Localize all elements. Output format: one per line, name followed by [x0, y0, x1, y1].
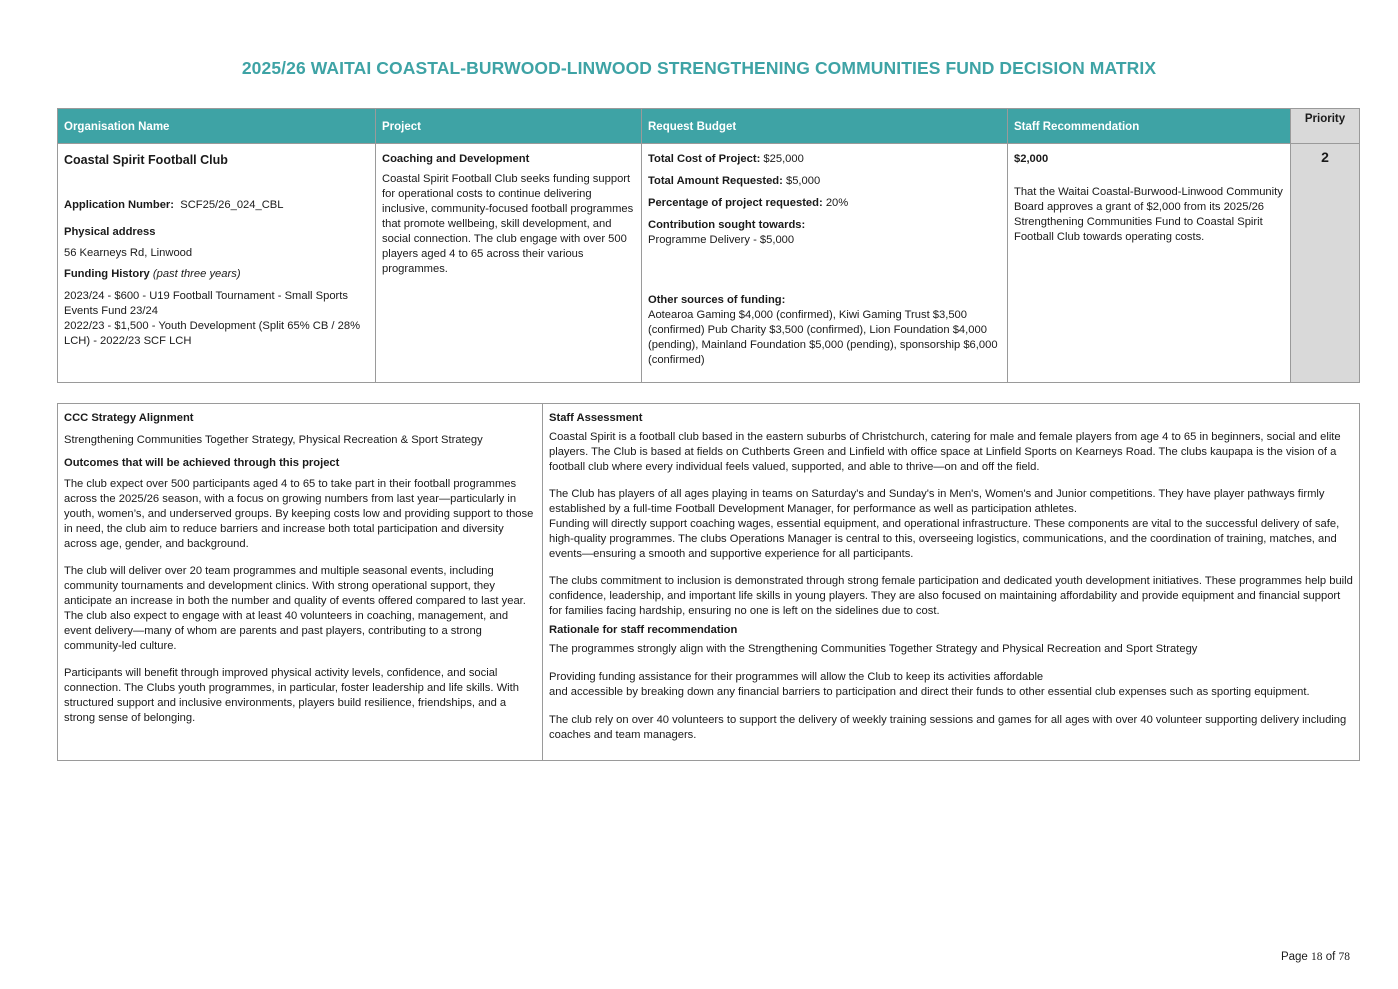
percentage-label: Percentage of project requested:: [648, 197, 823, 209]
funding-history-item: 2023/24 - $600 - U19 Football Tournament - Small Sports Events Fund 23/24: [64, 290, 348, 317]
outcome-paragraph: The club will deliver over 20 team programmes and multiple seasonal events, including community tournaments and development clinics. With strong operational support, they anticipate an increase in both the number and quality of events offered compared to last year. The club also expect to engage with at least 40 volunteers in coaching, management, and event delivery—many of whom are parents and past players, contributing to a strong community-led culture.: [64, 565, 526, 652]
project-description: Coastal Spirit Football Club seeks funding support for operational costs to continue delivering inclusive, community-focused football programmes that promote wellbeing, skill development, and social connection. The club engage with over 500 players aged 4 to 65 across their various programmes.: [382, 173, 634, 275]
strategy-alignment-label: CCC Strategy Alignment: [64, 412, 194, 424]
rationale-label: Rationale for staff recommendation: [549, 624, 738, 636]
priority-cell: [1291, 144, 1360, 383]
outcome-paragraph: The club expect over 500 participants aged 4 to 65 to take part in their football programmes across the 2025/26 season, with a focus on growing numbers from last year—particularly in youth, women’s, and underserved groups. By keeping costs low and providing support to those in need, the club aim to reduce barriers and increase both total participation and diversity across age, gender, and background.: [64, 478, 534, 550]
organisation-cell: [58, 144, 376, 383]
strategy-cell: [58, 404, 543, 761]
total-cost-label: Total Cost of Project:: [648, 153, 761, 165]
percentage-value: 20%: [825, 197, 849, 209]
staff-recommendation-cell: [1008, 144, 1291, 383]
total-requested-value: $5,000: [785, 175, 821, 187]
staff-assessment-cell: [543, 404, 1360, 761]
application-number-label: Application Number:: [64, 199, 175, 211]
strategy-alignment-text: Strengthening Communities Together Strategy, Physical Recreation & Sport Strategy: [64, 434, 483, 446]
assessment-paragraph: The clubs commitment to inclusion is demonstrated through strong female participation and dedicated youth development initiatives. These programmes help build confidence, leadership, and important life skills in young players. They are also focused on maintaining affordability and provide equipment and financial support for families facing hardship, ensuring no one is left on the sidelines due to cost.: [549, 575, 1353, 617]
funding-history-label: Funding History: [64, 268, 150, 280]
decision-matrix-table: [57, 108, 1360, 383]
contribution-value: Programme Delivery - $5,000: [648, 234, 795, 246]
assessment-paragraph: Coastal Spirit is a football club based in the eastern suburbs of Christchurch, catering for male and female players from age 4 to 65 in beginners, social and elite players. The Club is based at fields on Cuthberts Green and Linfield with office space at Linfield Sports on Kearneys Road. The clubs kaupapa is the vision of a football club where every individual feels valued, supported, and able to thrive—on and off the field.: [549, 431, 1341, 473]
page-number: 18: [1311, 951, 1323, 963]
assessment-table: [57, 403, 1360, 761]
header-staff-recommendation: Staff Recommendation: [1008, 109, 1291, 144]
priority-value: 2: [1321, 149, 1329, 165]
page-label: Page: [1280, 951, 1308, 963]
rationale-paragraph: The club rely on over 40 volunteers to support the delivery of weekly training sessions and games for all ages with over 40 volunteer supporting delivery including coaches and team managers.: [549, 714, 1347, 741]
assessment-paragraph: The Club has players of all ages playing in teams on Saturday's and Sunday's in Men's, Women's and Junior competitions. They have player pathways firmly established by a full-time Football Development Manager, for performance as well as participation athletes.: [549, 488, 1325, 515]
physical-address-label: Physical address: [64, 226, 156, 238]
page-footer: [1281, 951, 1350, 963]
outcome-paragraph: Participants will benefit through improved physical activity levels, confidence, and social connection. The Clubs youth programmes, in particular, foster leadership and life skills. With structured support and inclusive environments, players build resilience, friendships, and a strong sense of belonging.: [64, 667, 519, 724]
recommended-amount: $2,000: [1014, 153, 1049, 165]
application-number: SCF25/26_024_CBL: [180, 199, 284, 211]
total-cost-value: $25,000: [763, 153, 804, 165]
funding-history-item: 2022/23 - $1,500 - Youth Development (Split 65% CB / 28% LCH) - 2022/23 SCF LCH: [64, 320, 361, 347]
header-project: Project: [376, 109, 642, 144]
assessment-paragraph: Funding will directly support coaching wages, essential equipment, and operational infrastructure. These components are vital to the successful delivery of safe, high-quality programmes. The clubs Operations Manager is central to this, overseeing logistics, communications, and the coordination of training, matches, and events—ensuring a smooth and supportive experience for all participants.: [549, 518, 1340, 560]
budget-cell: [642, 144, 1008, 383]
of-label: of: [1325, 951, 1336, 963]
physical-address: 56 Kearneys Rd, Linwood: [64, 247, 193, 259]
header-request-budget: Request Budget: [642, 109, 1008, 144]
page-title: 2025/26 WAITAI COASTAL-BURWOOD-LINWOOD STRENGTHENING COMMUNITIES FUND DECISION MATRIX: [241, 58, 1157, 78]
other-funding-label: Other sources of funding:: [648, 294, 786, 306]
header-priority: Priority: [1291, 109, 1360, 144]
rationale-paragraph: and accessible by breaking down any financial barriers to participation and direct their funds to other essential club expenses such as sporting equipment.: [549, 686, 1310, 698]
total-requested-label: Total Amount Requested:: [648, 175, 783, 187]
other-funding-value: Aotearoa Gaming $4,000 (confirmed), Kiwi Gaming Trust $3,500 (confirmed) Pub Charity $3,500 (confirmed), Lion Foundation $4,000 (pending), Mainland Foundation $5,000 (pending), sponsorship $6,000 (confirmed): [648, 309, 998, 366]
rationale-paragraph: The programmes strongly align with the Strengthening Communities Together Strategy and Physical Recreation and Sport Strategy: [549, 643, 1198, 655]
project-cell: [376, 144, 642, 383]
header-organisation-name: Organisation Name: [58, 109, 376, 144]
outcomes-label: Outcomes that will be achieved through this project: [64, 457, 340, 469]
rationale-paragraph: Providing funding assistance for their programmes will allow the Club to keep its activities affordable: [549, 671, 1044, 683]
staff-assessment-label: Staff Assessment: [549, 412, 643, 424]
funding-history-note: (past three years): [152, 268, 241, 280]
project-title: Coaching and Development: [382, 153, 530, 165]
total-pages: 78: [1338, 951, 1350, 963]
organisation-name: Coastal Spirit Football Club: [64, 153, 228, 167]
contribution-label: Contribution sought towards:: [648, 219, 806, 231]
recommendation-text: That the Waitai Coastal-Burwood-Linwood Community Board approves a grant of $2,000 from its 2025/26 Strengthening Communities Fund to Coastal Spirit Football Club towards operating costs.: [1014, 186, 1283, 243]
